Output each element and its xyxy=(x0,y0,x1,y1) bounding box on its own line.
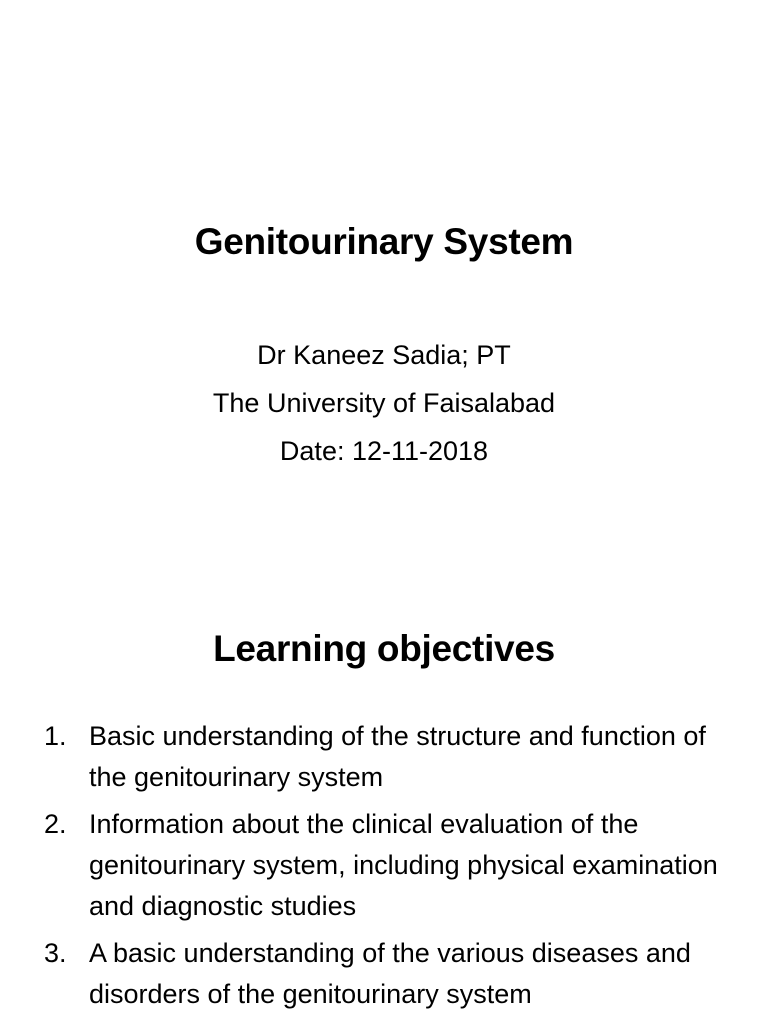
date-line: Date: 12-11-2018 xyxy=(279,436,489,466)
objectives-list xyxy=(44,716,734,1021)
slide-title: Genitourinary System xyxy=(194,221,574,262)
objectives-slide xyxy=(0,576,768,1024)
objective-text: Basic understanding of the structure and function of the genitourinary system xyxy=(89,721,706,792)
objective-text: A basic understanding of the various diseases and disorders of the genitourinary system xyxy=(89,938,691,1009)
objective-item xyxy=(44,804,734,927)
objectives-title: Learning objectives xyxy=(213,628,555,669)
objective-number: 2. xyxy=(44,809,67,839)
subtitle-block xyxy=(0,331,768,475)
objective-item xyxy=(44,716,734,798)
objective-item xyxy=(44,933,734,1015)
objective-text: Information about the clinical evaluation of the genitourinary system, including physical examination and diagnostic studies xyxy=(89,809,718,921)
institution-line: The University of Faisalabad xyxy=(212,388,556,418)
objective-number: 1. xyxy=(44,721,67,751)
author-line: Dr Kaneez Sadia; PT xyxy=(257,340,511,370)
objective-number: 3. xyxy=(44,938,67,968)
